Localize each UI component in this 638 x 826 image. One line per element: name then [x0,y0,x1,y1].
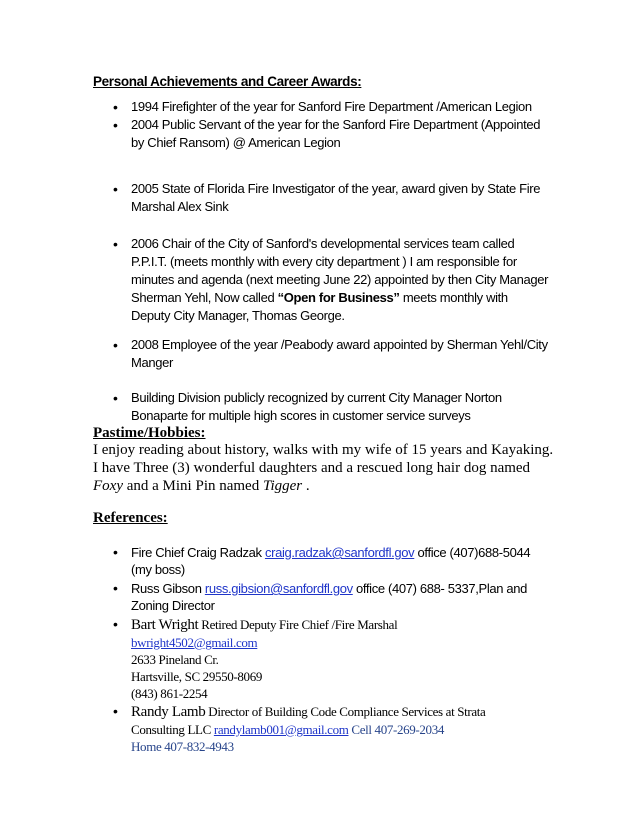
radzak-email-link[interactable]: craig.radzak@sanfordfl.gov [264,545,415,560]
reference-address: Hartsville, SC 29550-8069 [131,669,262,684]
list-item-line: minutes and agenda (next meeting June 22) appointed by then City Manager [131,272,549,287]
references-list-2 [113,703,553,755]
list-item-line: Bonaparte for multiple high scores in customer service surveys [131,408,471,423]
reference-title: Retired Deputy Fire Chief /Fire Marshal [198,617,398,632]
dog-name-foxy: Foxy [93,478,123,494]
reference-name: Fire Chief Craig Radzak [131,545,265,560]
reference-cell-phone: Cell 407-269-2034 [348,722,445,737]
pastime-line: and a Mini Pin named [122,478,263,494]
list-item [113,235,553,325]
list-item [113,389,553,425]
reference-note: (my boss) [131,562,185,577]
reference-phone: (843) 861-2254 [131,686,208,701]
list-item-line: 2005 State of Florida Fire Investigator of the year, award given by State Fire [131,181,541,196]
list-item-line: meets monthly with [399,290,508,305]
references-list [113,544,553,702]
awards-list-3 [113,235,553,325]
gibson-email-link[interactable]: russ.gibsion@sanfordfl.gov [204,581,353,596]
reference-gibson [113,580,553,614]
list-item [113,116,553,152]
list-item [113,98,553,116]
list-item [113,336,553,372]
awards-list-4 [113,336,553,372]
list-item-line: P.P.I.T. (meets monthly with every city department ) I am responsible for [131,254,517,269]
references-heading: References: [93,510,168,526]
pastime-line: . [302,478,310,494]
open-for-business-bold: “Open for Business” [277,290,400,305]
awards-heading: Personal Achievements and Career Awards: [93,74,362,89]
awards-list-5 [113,389,553,425]
reference-home-phone: Home 407-832-4943 [131,739,234,754]
pastime-line: I have Three (3) wonderful daughters and a rescued long hair dog named [93,460,531,476]
reference-note: Zoning Director [131,598,215,613]
list-item-line: Sherman Yehl, Now called [131,290,278,305]
list-item [113,180,553,216]
list-item-line: 2008 Employee of the year /Peabody award appointed by Sherman Yehl/City [131,337,548,352]
reference-name: Russ Gibson [131,581,205,596]
list-item-line: 2006 Chair of the City of Sanford's developmental services team called [131,236,515,251]
list-item-line: 1994 Firefighter of the year for Sanford Fire Department /American Legion [131,99,532,114]
list-item-line: Manger [131,355,173,370]
reference-phone: office (407)688-5044 [414,545,531,560]
pastime-heading: Pastime/Hobbies: [93,425,206,441]
list-item-line: Marshal Alex Sink [131,199,229,214]
list-item-line: by Chief Ransom) @ American Legion [131,135,341,150]
pastime-line: I enjoy reading about history, walks with my wife of 15 years and Kayaking. [93,442,554,458]
reference-phone: office (407) 688- 5337,Plan and [352,581,528,596]
awards-list-2 [113,180,553,216]
list-item-line: Building Division publicly recognized by current City Manager Norton [131,390,502,405]
wright-email-link[interactable]: bwright4502@gmail.com [131,635,258,650]
reference-address: 2633 Pineland Cr. [131,652,219,667]
reference-title: Consulting LLC [131,722,214,737]
reference-name: Randy Lamb [131,704,206,720]
awards-list [113,98,553,152]
list-item-line: Deputy City Manager, Thomas George. [131,308,345,323]
reference-radzak [113,544,553,578]
reference-lamb [113,703,553,755]
lamb-email-link[interactable]: randylamb001@gmail.com [213,722,349,737]
list-item-line: 2004 Public Servant of the year for the Sanford Fire Department (Appointed [131,117,541,132]
reference-title: Director of Building Code Compliance Services at Strata [205,704,486,719]
pastime-paragraph [93,441,563,495]
dog-name-tigger: Tigger [262,478,303,494]
reference-wright [113,616,553,702]
reference-name: Bart Wright [131,617,199,633]
